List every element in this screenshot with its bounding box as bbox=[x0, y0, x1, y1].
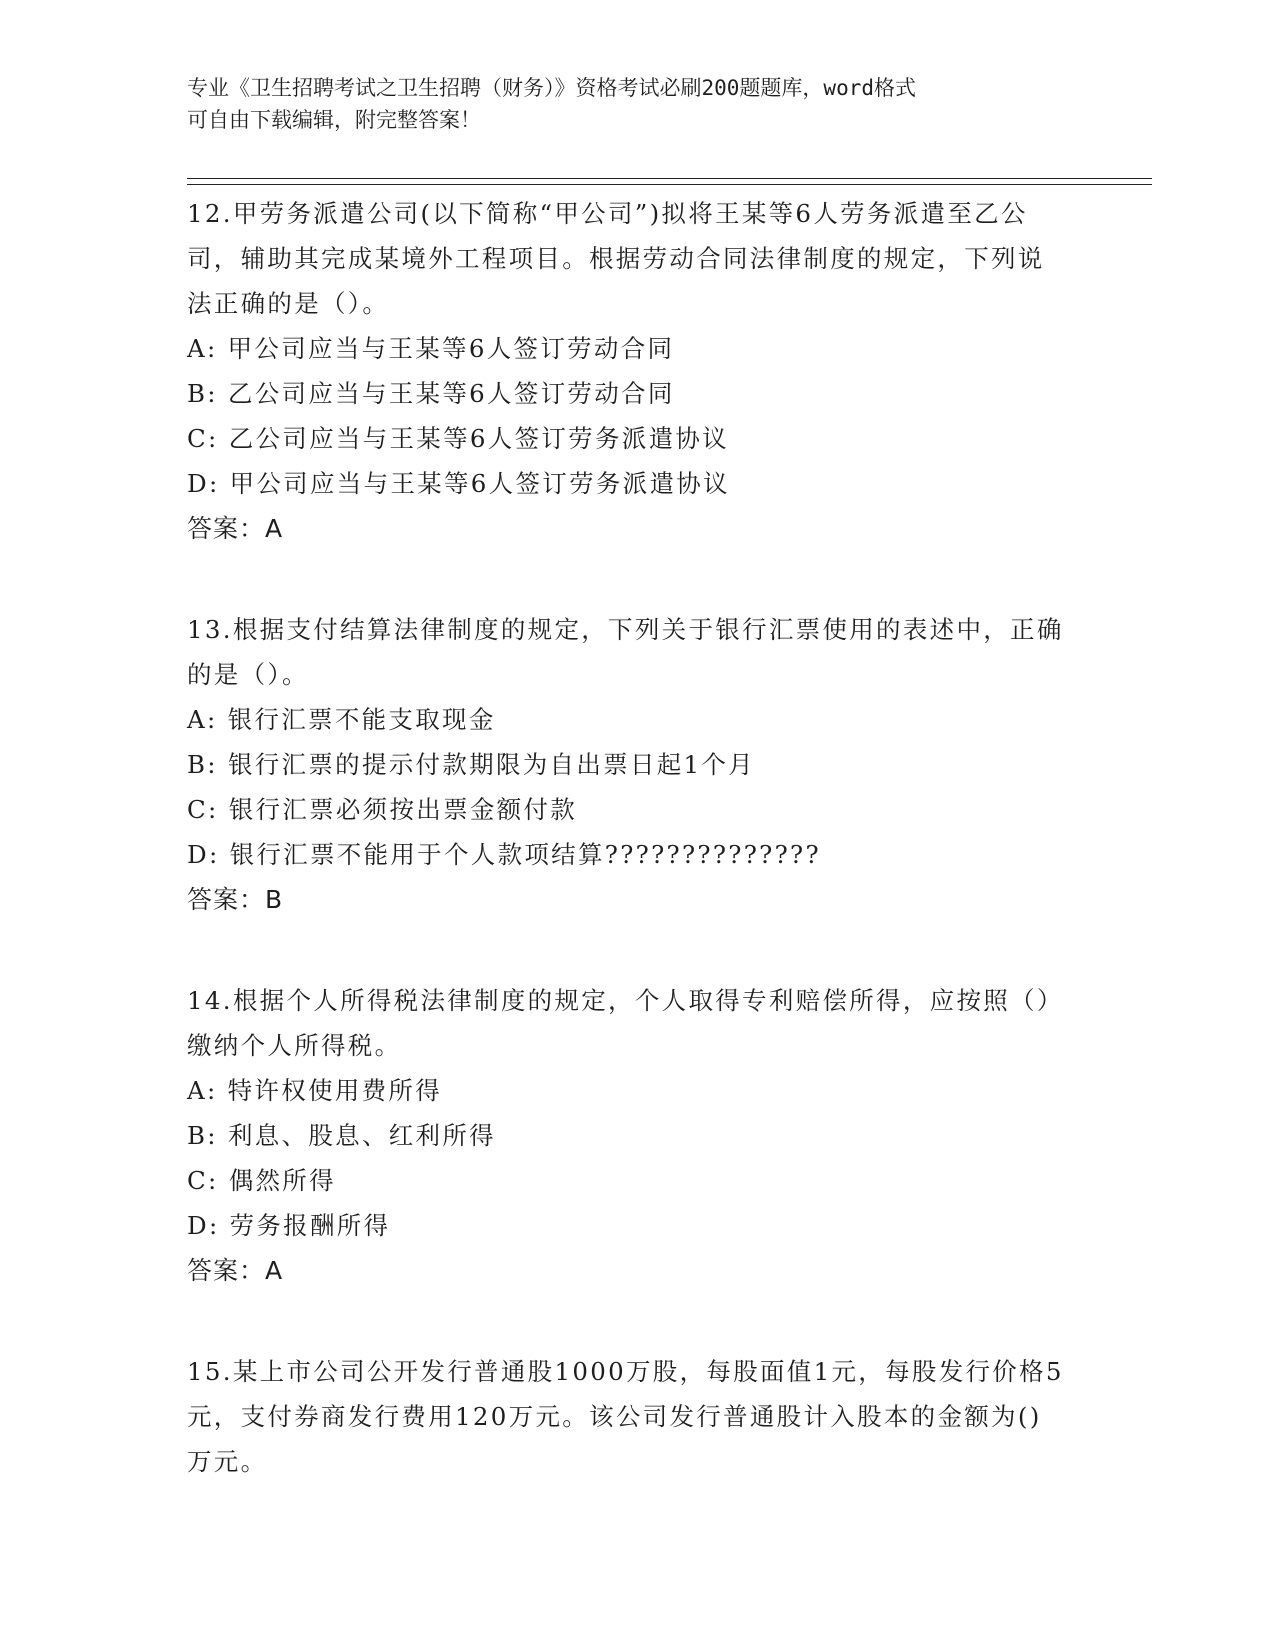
option-c: C: 乙公司应当与王某等6人签订劳务派遣协议 bbox=[187, 424, 729, 453]
header-divider-bottom bbox=[187, 184, 1152, 185]
header-line-2: 可自由下载编辑，附完整答案！ bbox=[187, 108, 481, 132]
option-b: B: 乙公司应当与王某等6人签订劳动合同 bbox=[187, 379, 675, 408]
question-list bbox=[187, 191, 1087, 1540]
header-divider-top bbox=[187, 178, 1152, 179]
option-d: D: 劳务报酬所得 bbox=[187, 1211, 391, 1240]
document-header bbox=[187, 72, 1067, 136]
question-text: 12.甲劳务派遣公司(以下简称“甲公司”)拟将王某等6人劳务派遣至乙公司，辅助其完成某境外工程项目。根据劳动合同法律制度的规定，下列说法正确的是（）。 bbox=[187, 199, 1045, 318]
option-a: A: 银行汇票不能支取现金 bbox=[187, 705, 496, 734]
question-14 bbox=[187, 978, 1087, 1293]
option-d: D: 甲公司应当与王某等6人签订劳务派遣协议 bbox=[187, 469, 730, 498]
header-line-1: 专业《卫生招聘考试之卫生招聘（财务）》资格考试必刷200题题库，word格式 bbox=[187, 76, 916, 100]
option-c: C: 偶然所得 bbox=[187, 1166, 336, 1195]
option-a: A: 甲公司应当与王某等6人签订劳动合同 bbox=[187, 334, 675, 363]
question-text: 14.根据个人所得税法律制度的规定，个人取得专利赔偿所得，应按照（）缴纳个人所得税。 bbox=[187, 986, 1064, 1060]
answer: 答案：A bbox=[187, 1256, 284, 1285]
answer: 答案：A bbox=[187, 514, 284, 543]
option-b: B: 利息、股息、红利所得 bbox=[187, 1121, 496, 1150]
option-d: D: 银行汇票不能用于个人款项结算?????????????? bbox=[187, 840, 821, 869]
question-13 bbox=[187, 607, 1087, 922]
question-text: 13.根据支付结算法律制度的规定，下列关于银行汇票使用的表述中，正确的是（）。 bbox=[187, 615, 1064, 689]
option-a: A: 特许权使用费所得 bbox=[187, 1076, 443, 1105]
answer: 答案：B bbox=[187, 885, 284, 914]
option-b: B: 银行汇票的提示付款期限为自出票日起1个月 bbox=[187, 750, 756, 779]
option-c: C: 银行汇票必须按出票金额付款 bbox=[187, 795, 578, 824]
question-15 bbox=[187, 1349, 1087, 1484]
question-12 bbox=[187, 191, 1087, 551]
question-text: 15.某上市公司公开发行普通股1000万股，每股面值1元，每股发行价格5元，支付券商发行费用120万元。该公司发行普通股计入股本的金额为()万元。 bbox=[187, 1357, 1064, 1476]
